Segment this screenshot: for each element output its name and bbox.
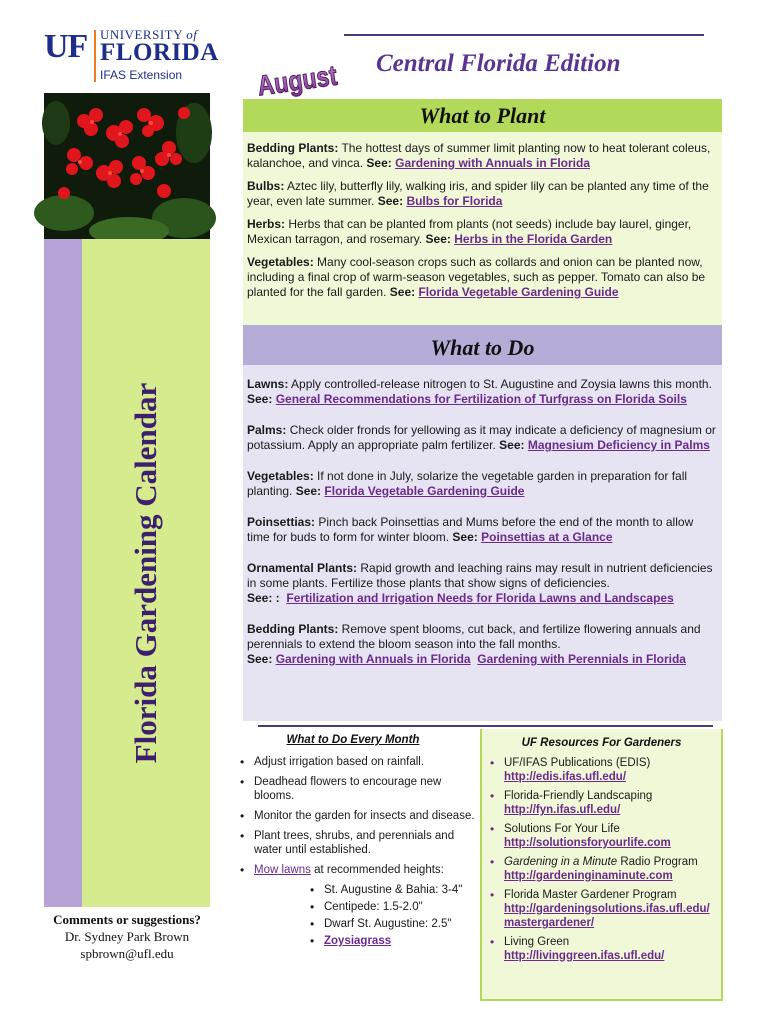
list-item: • Plant trees, shrubs, and perennials and water until established. [226, 829, 480, 857]
contact-name: Dr. Sydney Park Brown [64, 929, 190, 944]
link-vegetable-guide-2[interactable]: Florida Vegetable Gardening Guide [324, 484, 525, 498]
resource-item: • Florida Master Gardener Program http://gardeningsolutions.ifas.ufl.edu/mastergardener/ [488, 888, 715, 930]
what-to-do-section [243, 365, 722, 721]
link-gardening-perennials[interactable]: Gardening with Perennials in Florida [477, 652, 686, 666]
sidebar-purple-band [44, 239, 82, 907]
link-zoysiagrass[interactable]: Zoysiagrass [324, 935, 392, 947]
resource-item: • UF/IFAS Publications (EDIS) http://edis.ifas.ufl.edu/ [488, 756, 715, 784]
contact-block [20, 911, 234, 962]
link-gardening-annuals[interactable]: Gardening with Annuals in Florida [395, 156, 591, 170]
plant-item-bulbs: Bulbs: Aztec lily, butterfly lily, walking iris, and spider lily can be planted any time of the year, even late summer. See: Bulbs for Florida [247, 179, 709, 208]
link-poinsettias[interactable]: Poinsettias at a Glance [481, 530, 613, 544]
edition-title: Central Florida Edition [376, 50, 621, 77]
calendar-title: Florida Gardening Calendar [128, 382, 163, 764]
resources-heading: UF Resources For Gardeners [521, 737, 682, 749]
what-to-do-heading: What to Do [243, 325, 722, 365]
uf-ifas-logo [44, 26, 219, 88]
resource-item: • Solutions For Your Life http://solutionsforyourlife.com [488, 822, 715, 850]
every-month-heading: What to Do Every Month [286, 734, 420, 746]
plant-item-vegetables: Vegetables: Many cool-season crops such as collards and onion can be planted now, including a final crop of warm-season vegetables, such as pepper. Tomato can also be planted for the fall garden. See: Florida Vegetable Gardening Guide [247, 255, 706, 299]
resource-url[interactable]: http://gardeninginaminute.com [504, 870, 673, 882]
logo-florida-text: FLORIDA [100, 39, 219, 66]
link-fertilization-irrigation[interactable]: Fertilization and Irrigation Needs for Florida Lawns and Landscapes [286, 591, 674, 605]
logo-ifas-text: IFAS Extension [100, 68, 183, 82]
month-label: August [255, 57, 356, 102]
todo-item-poinsettias: Poinsettias: Pinch back Poinsettias and Mums before the end of the month to allow time for buds to form for winter bloom. See: Poinsettias at a Glance [247, 515, 694, 544]
list-item: • Deadhead flowers to encourage new blooms. [226, 775, 480, 803]
contact-email[interactable]: spbrown@ufl.edu [80, 946, 174, 961]
link-vegetable-guide[interactable]: Florida Vegetable Gardening Guide [418, 285, 619, 299]
todo-item-lawns: Lawns: Apply controlled-release nitrogen to St. Augustine and Zoysia lawns this month. See: General Recommendations for Fertilization of Turfgrass on Florida Soils [247, 377, 712, 406]
resource-url[interactable]: http://solutionsforyourlife.com [504, 837, 671, 849]
link-bulbs-florida[interactable]: Bulbs for Florida [406, 194, 503, 208]
list-item: • Adjust irrigation based on rainfall. [226, 755, 480, 769]
list-item-height [254, 934, 480, 948]
august-month-badge [252, 42, 356, 102]
todo-item-bedding: Bedding Plants: Remove spent blooms, cut back, and fertilize flowering annuals and perennials to extend the bloom season into the fall months. See: Gardening with Annuals in Florida Gardening with Perennials in Florida [247, 622, 701, 666]
link-gardening-annuals-2[interactable]: Gardening with Annuals in Florida [275, 652, 471, 666]
link-magnesium-palms[interactable]: Magnesium Deficiency in Palms [527, 438, 710, 452]
link-herbs-garden[interactable]: Herbs in the Florida Garden [454, 232, 613, 246]
todo-item-palms: Palms: Check older fronds for yellowing as it may indicate a deficiency of magnesium or potassium. Apply an appropriate palm fertilizer. See: Magnesium Deficiency in Palms [247, 423, 716, 452]
logo-university-text: UNIVERSITY of [100, 27, 198, 42]
todo-item-ornamentals: Ornamental Plants: Rapid growth and leaching rains may result in nutrient deficiencies in some plants. Fertilize those plants that show signs of deficiencies. See: : Fertilization and Irrigation Needs for Florida Lawns and Landscapes [247, 561, 713, 605]
what-to-plant-heading: What to Plant [243, 99, 722, 132]
resource-item: • Florida-Friendly Landscaping http://fyn.ifas.ufl.edu/ [488, 789, 715, 817]
list-item-height: • Dwarf St. Augustine: 2.5" [254, 917, 480, 931]
bottom-rule [258, 725, 713, 727]
list-item-height: • St. Augustine & Bahia: 3-4" [254, 883, 480, 897]
resource-url[interactable]: http://edis.ifas.ufl.edu/ [504, 771, 627, 783]
plant-item-herbs: Herbs: Herbs that can be planted from plants (not seeds) include bay laurel, ginger, Mexican tarragon, and rosemary. See: Herbs in the Florida Garden [247, 217, 692, 246]
logo-divider [94, 30, 96, 82]
todo-item-vegetables: Vegetables: If not done in July, solarize the vegetable garden in preparation for fall planting. See: Florida Vegetable Gardening Guide [247, 469, 688, 498]
resource-item: • Gardening in a Minute Radio Program http://gardeninginaminute.com [488, 855, 715, 883]
header-rule [344, 34, 704, 36]
resource-url[interactable]: http://fyn.ifas.ufl.edu/ [504, 804, 621, 816]
list-item-mow: • Mow lawns at recommended heights: • St. Augustine & Bahia: 3-4" • Centipede: 1.5-2.0" • Dwarf St. Augustine: 2.5" • Zoysiagrass [226, 863, 480, 948]
every-month-section [226, 734, 480, 1004]
resource-url[interactable]: http://livinggreen.ifas.ufl.edu/ [504, 950, 665, 962]
red-kalanchoe-photo [44, 93, 210, 239]
list-item: • Monitor the garden for insects and disease. [226, 809, 480, 823]
logo-uf-text: UF [44, 28, 88, 65]
red-kalanchoe-flowers-icon [44, 93, 210, 239]
link-turfgrass-fertilization[interactable]: General Recommendations for Fertilization of Turfgrass on Florida Soils [275, 392, 687, 406]
list-item-height: • Centipede: 1.5-2.0" [254, 900, 480, 914]
resources-section [480, 729, 723, 1001]
link-mow-lawns[interactable]: Mow lawns [254, 864, 311, 876]
contact-title: Comments or suggestions? [53, 912, 201, 927]
what-to-plant-section [243, 132, 722, 325]
resource-item: • Living Green http://livinggreen.ifas.ufl.edu/ [488, 935, 715, 963]
plant-item-bedding: Bedding Plants: The hottest days of summer limit planting now to heat tolerant coleus, kalanchoe, and vinca. See: Gardening with Annuals in Florida [247, 141, 711, 170]
resource-url[interactable]: http://gardeningsolutions.ifas.ufl.edu/mastergardener/ [504, 903, 710, 929]
